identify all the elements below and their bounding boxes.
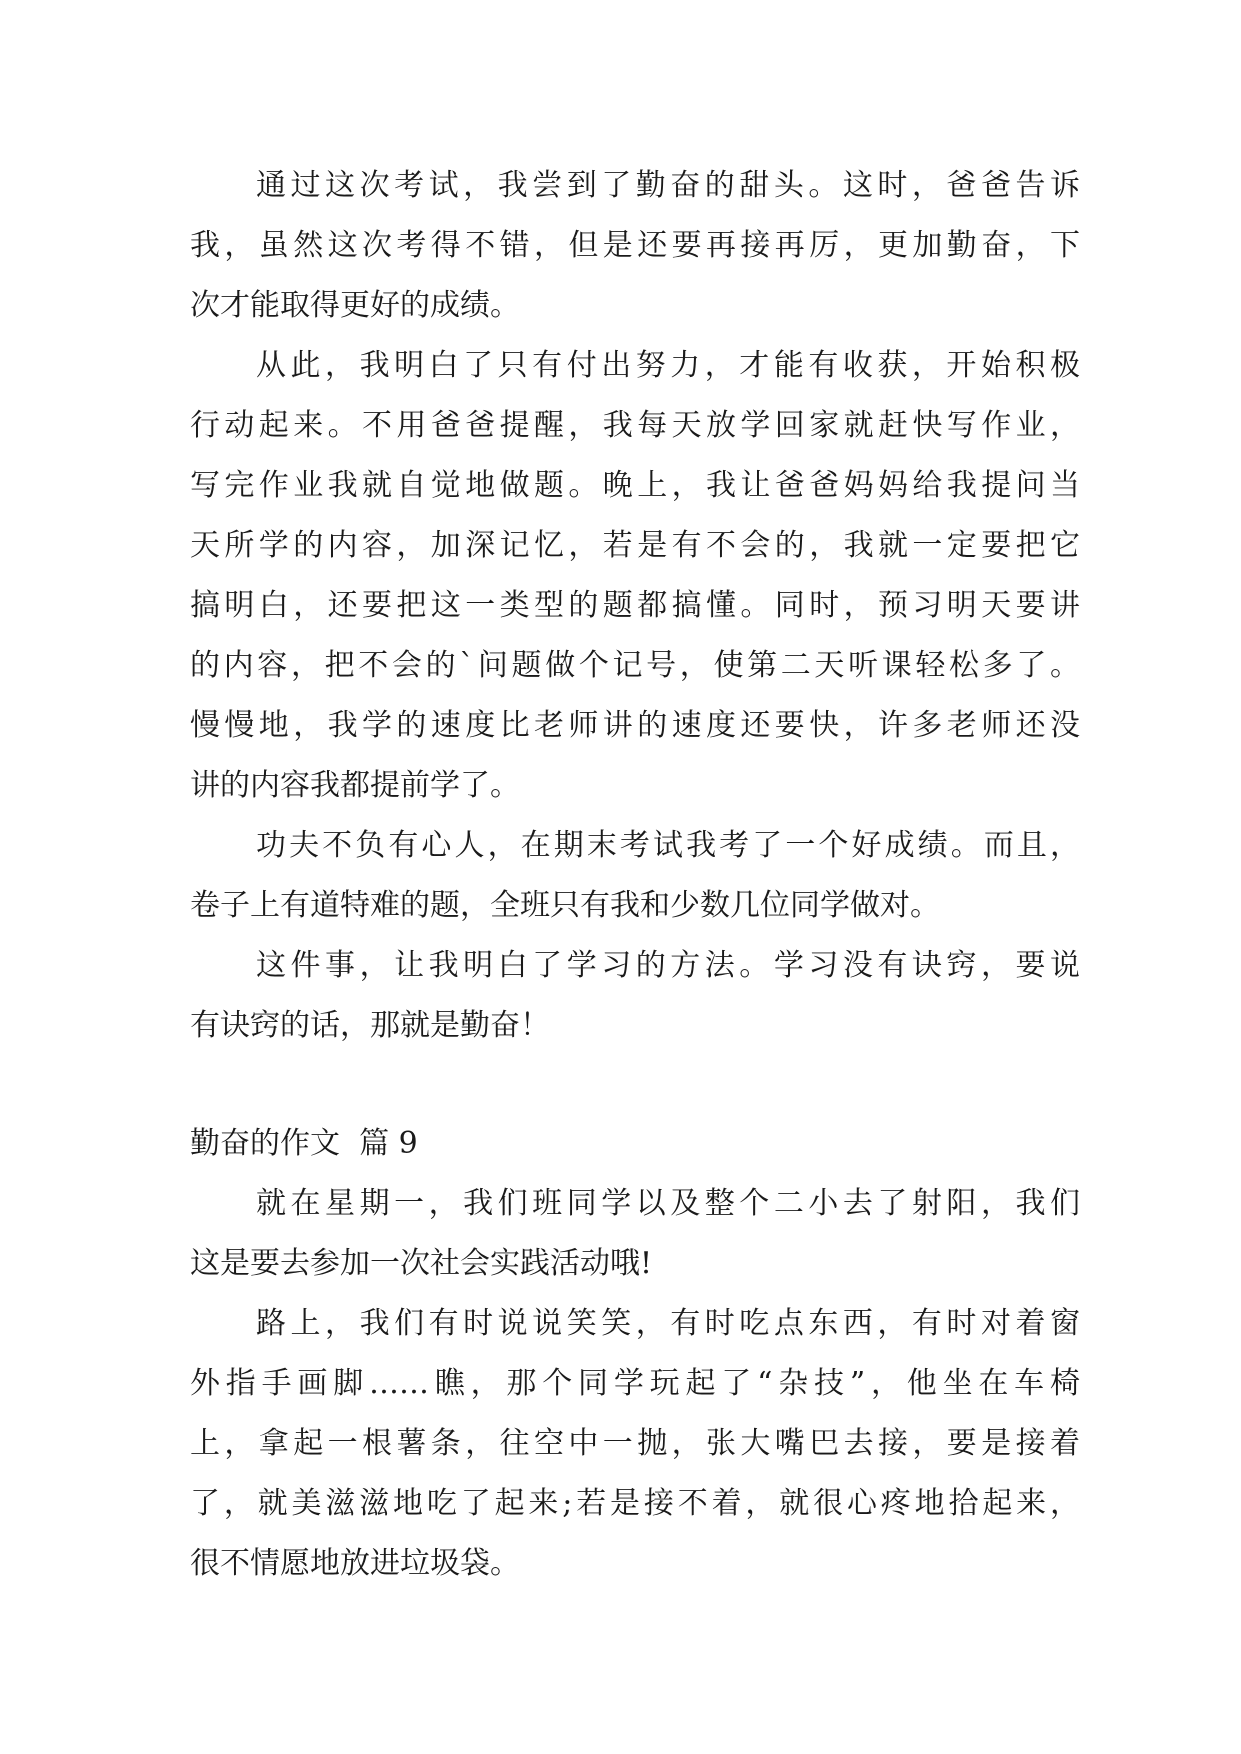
paragraph-line: 路上，我们有时说说笑笑，有时吃点东西，有时对着窗 [256, 1306, 1080, 1341]
paragraph-line: 我，虽然这次考得不错，但是还要再接再厉，更加勤奋，下 [190, 228, 1080, 263]
paragraph-line: 外指手画脚……瞧，那个同学玩起了“杂技”，他坐在车椅 [190, 1366, 1080, 1401]
paragraph-line: 天所学的内容，加深记忆，若是有不会的，我就一定要把它 [190, 528, 1080, 563]
paragraph-line: 次才能取得更好的成绩。 [190, 288, 520, 323]
paragraph-line: 卷子上有道特难的题，全班只有我和少数几位同学做对。 [190, 888, 940, 923]
section-heading: 勤奋的作文 篇 9 [190, 1126, 418, 1161]
paragraph-line: 慢慢地，我学的速度比老师讲的速度还要快，许多老师还没 [190, 708, 1080, 743]
paragraph-line: 讲的内容我都提前学了。 [190, 768, 520, 803]
paragraph-line: 的内容，把不会的`问题做个记号，使第二天听课轻松多了。 [190, 648, 1080, 683]
paragraph-line: 很不情愿地放进垃圾袋。 [190, 1546, 520, 1581]
paragraph-line: 从此，我明白了只有付出努力，才能有收获，开始积极 [256, 348, 1080, 383]
paragraph-line: 这件事，让我明白了学习的方法。学习没有诀窍，要说 [256, 948, 1080, 983]
paragraph-line: 搞明白，还要把这一类型的题都搞懂。同时，预习明天要讲 [190, 588, 1080, 623]
paragraph-line: 有诀窍的话，那就是勤奋！ [190, 1008, 550, 1043]
paragraph-line: 上，拿起一根薯条，往空中一抛，张大嘴巴去接，要是接着 [190, 1426, 1080, 1461]
paragraph-line: 这是要去参加一次社会实践活动哦! [190, 1246, 653, 1281]
paragraph-line: 就在星期一，我们班同学以及整个二小去了射阳，我们 [256, 1186, 1080, 1221]
paragraph-line: 行动起来。不用爸爸提醒，我每天放学回家就赶快写作业， [190, 408, 1080, 443]
paragraph-line: 功夫不负有心人，在期末考试我考了一个好成绩。而且， [256, 828, 1080, 863]
paragraph-line: 了，就美滋滋地吃了起来;若是接不着，就很心疼地拾起来， [190, 1486, 1080, 1521]
paragraph-line: 通过这次考试，我尝到了勤奋的甜头。这时，爸爸告诉 [256, 168, 1080, 203]
paragraph-line: 写完作业我就自觉地做题。晚上，我让爸爸妈妈给我提问当 [190, 468, 1080, 503]
